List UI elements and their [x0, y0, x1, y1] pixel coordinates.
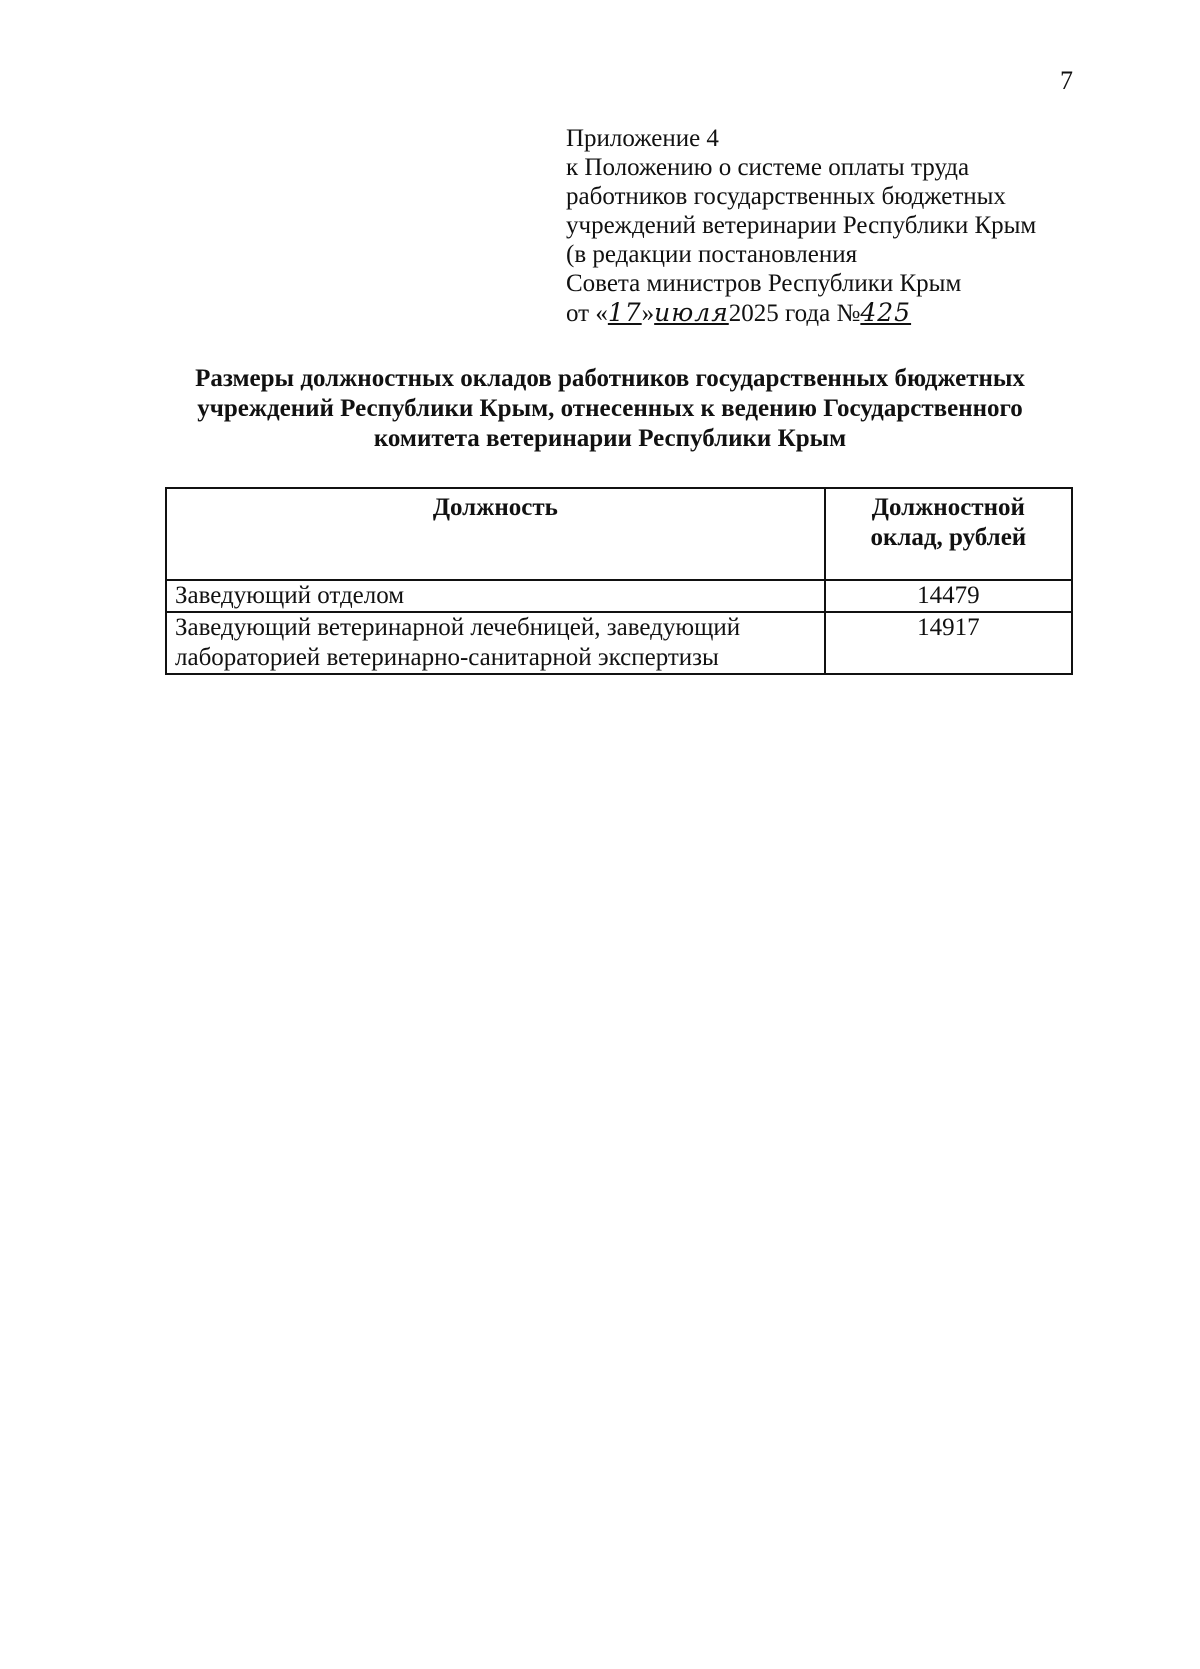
cell-position: Заведующий отделом	[166, 580, 825, 612]
cell-position: Заведующий ветеринарной лечебницей, заведующий лабораторией ветеринарно-санитарной экспертизы	[166, 612, 825, 674]
date-prefix: от «	[566, 300, 608, 327]
appendix-line: Совета министров Республики Крым	[566, 270, 962, 297]
appendix-line: к Положению о системе оплаты труда	[566, 154, 970, 181]
table-header-row	[166, 488, 1072, 580]
appendix-line: работников государственных бюджетных	[566, 183, 1006, 210]
cell-salary: 14917	[825, 612, 1072, 674]
title-line: Размеры должностных окладов работников государственных бюджетных	[195, 365, 1025, 392]
appendix-line: учреждений ветеринарии Республики Крым	[566, 212, 1037, 239]
header-salary: Должностной оклад, рублей	[825, 488, 1072, 580]
appendix-block	[566, 124, 1126, 328]
appendix-date-line	[566, 298, 1126, 328]
handwritten-number: 425	[860, 298, 912, 327]
salary-table	[165, 487, 1073, 675]
table-row	[166, 612, 1072, 674]
date-year: 2025 года №	[728, 300, 861, 327]
page-number: 7	[1060, 66, 1073, 95]
handwritten-day: 17	[607, 298, 642, 327]
header-position: Должность	[166, 488, 825, 580]
appendix-line: Приложение 4	[566, 125, 719, 152]
date-mid: »	[641, 300, 655, 327]
appendix-line: (в редакции постановления	[566, 241, 858, 268]
document-title	[140, 364, 1080, 454]
cell-salary: 14479	[825, 580, 1072, 612]
title-line: учреждений Республики Крым, отнесенных к ведению Государственного	[197, 395, 1023, 422]
table-row	[166, 580, 1072, 612]
title-line: комитета ветеринарии Республики Крым	[373, 425, 847, 452]
handwritten-month: июля	[654, 298, 729, 327]
